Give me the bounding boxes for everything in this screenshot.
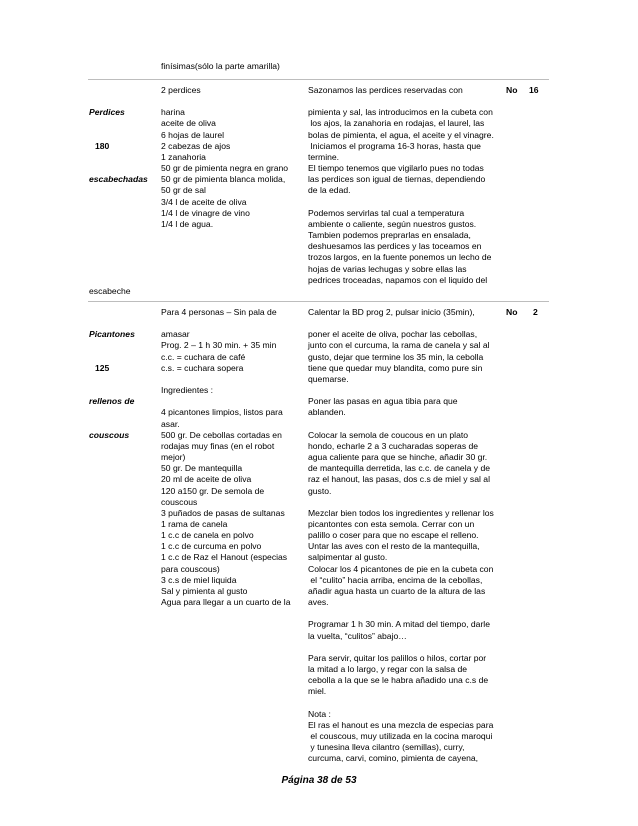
step-line (308, 318, 494, 329)
ingredient-line: Sal y pimienta al gusto (161, 585, 248, 596)
step-line: Para servir, quitar los palillos o hilos, cortar por (308, 652, 487, 663)
step-line: palillo o coser para que no escape el relleno. (308, 530, 479, 541)
ingredient-line: 1 c.c de canela en polvo (161, 530, 254, 541)
step-line (308, 608, 494, 619)
step-line: Colocar la semola de coucous en un plato (308, 429, 469, 440)
ingredient-line: asar. (161, 418, 180, 429)
step-line: hojas de varias lechugas y sobre ellas las (308, 263, 467, 274)
ingredient-line: 120 a150 gr. De semola de (161, 485, 265, 496)
step-line: deshuesamos las perdices y las toceamos en (308, 241, 482, 252)
step-line: Nota : (308, 708, 331, 719)
step-line: raz el hanout, las pasas, dos c.s de miel y sal al (308, 474, 490, 485)
recipe-subtitle: escabechadas (89, 174, 148, 185)
step-line: junto con el curcuma, la rama de canela y sal al (308, 340, 490, 351)
recipe-number: 180 (95, 140, 110, 151)
step-line: ambiente o caliente, según nuestros gustos. (308, 218, 477, 229)
step-line (308, 497, 494, 508)
ingredient-line: 6 hojas de laurel (161, 129, 225, 140)
ingredient-line: 3 puñados de pasas de sultanas (161, 507, 285, 518)
step-line: quemarse. (308, 373, 349, 384)
page-footer: Página 38 de 53 (281, 775, 357, 786)
step-line (308, 197, 494, 208)
ingredient-line: 50 gr. De mantequilla (161, 463, 243, 474)
ingredient-line: Para 4 personas – Sin pala de (161, 307, 277, 317)
step-line: picantontes con esta semola. Cerrar con un (308, 518, 475, 529)
step-line: termine. (308, 151, 340, 162)
step-line: gusto. (308, 485, 332, 496)
recipe-name: Perdices (89, 107, 125, 118)
ingredient-line: amasar (161, 329, 190, 340)
ingredient-line: Ingredientes : (161, 385, 214, 396)
ingredient-line: 1 rama de canela (161, 518, 228, 529)
recipe-flag: No (506, 307, 518, 317)
ingredient-line (161, 374, 290, 385)
recipe-title-block (89, 85, 148, 208)
ingredient-line: 1 c.c de curcuma en polvo (161, 541, 262, 552)
ingredients-list (161, 85, 288, 230)
step-line: la mitad a lo largo, y regar con la salsa de (308, 664, 468, 674)
carryover-ingredient: finísimas(sólo la parte amarilla) (161, 61, 280, 71)
recipe-subtitle-2: couscous (89, 429, 130, 440)
step-line: añadir agua hasta un cuarto de la altura de las (308, 585, 486, 596)
step-line: cebolla a la que se le habra añadido una c.s de (308, 675, 489, 686)
ingredient-line: aceite de oliva (161, 118, 216, 129)
ingredient-line: harina (161, 107, 185, 118)
ingredient-line: 20 ml de aceite de oliva (161, 474, 252, 485)
ingredient-line: 50 gr de sal (161, 185, 206, 196)
step-line: curcuma, carvi, comino, pimienta de cayena, (308, 753, 479, 764)
ingredient-line: 1/4 l de agua. (161, 218, 214, 229)
step-line: ablanden. (308, 407, 346, 418)
ingredient-line: 3/4 l de aceite de oliva (161, 196, 247, 207)
step-line: Calentar la BD prog 2, pulsar inicio (35min), (308, 307, 475, 317)
step-line: los ajos, la zanahoria en rodajas, el laurel, las (308, 118, 485, 129)
step-line (308, 419, 494, 430)
step-line: miel. (308, 686, 327, 697)
ingredient-line: Agua para llegar a un cuarto de la (161, 597, 291, 608)
row-divider (88, 79, 549, 80)
ingredient-line: 3 c.s de miel liquida (161, 574, 237, 585)
step-line: Tambien podemos preprarlas en ensalada, (308, 230, 471, 241)
step-line: Sazonamos las perdices reservadas con (308, 85, 463, 95)
ingredient-line: c.s. = cuchara sopera (161, 362, 244, 373)
step-line: de la edad. (308, 185, 351, 196)
step-line: y tunesina lleva cilantro (semillas), curry, (308, 742, 465, 753)
step-line: Podemos servirlas tal cual a temperatura (308, 207, 465, 218)
step-line (308, 96, 494, 107)
recipe-trailing-label: escabeche (89, 286, 131, 296)
step-line: las perdices son igual de tiernas, dependiendo (308, 174, 486, 185)
step-line: Programar 1 h 30 min. A mitad del tiempo, darle (308, 619, 490, 630)
ingredient-line: 2 perdices (161, 85, 201, 95)
step-line: El ras el hanout es una mezcla de especias para (308, 719, 494, 730)
step-line: de mantequilla derretida, las c.c. de canela y de (308, 463, 491, 474)
ingredient-line (161, 96, 288, 107)
preparation-steps (308, 307, 494, 764)
ingredient-line: c.c. = cuchara de café (161, 351, 246, 362)
ingredient-line: 2 cabezas de ajos (161, 140, 231, 151)
ingredient-line: 1/4 l de vinagre de vino (161, 207, 250, 218)
step-line: agua caliente para que se hinche, añadir 30 gr. (308, 452, 488, 463)
ingredient-line: para couscous) (161, 563, 220, 574)
recipe-subtitle: rellenos de (89, 396, 135, 407)
step-line: tiene que quedar muy blandita, como pure sin (308, 362, 483, 373)
step-line: Iniciamos el programa 16-3 horas, hasta que (308, 140, 481, 151)
ingredient-line: Prog. 2 – 1 h 30 min. + 35 min (161, 340, 277, 351)
step-line (308, 385, 494, 396)
step-line: hondo, echarle 2 a 3 cucharadas soperas de (308, 440, 479, 451)
step-line: Mezclar bien todos los ingredientes y rellenar los (308, 507, 494, 518)
step-line (308, 697, 494, 708)
step-line (308, 642, 494, 653)
ingredient-line: 50 gr de pimienta negra en grano (161, 163, 289, 174)
recipe-name: Picantones (89, 329, 135, 340)
step-line: bolas de pimienta, el agua, el aceite y el vinagre. (308, 129, 494, 140)
step-line: salpimentar al gusto. (308, 552, 388, 563)
step-line: pedrices troceadas, napamos con el liquido del (308, 274, 488, 285)
recipe-number: 125 (95, 362, 110, 373)
step-line: gusto, dejar que termine los 35 min, la cebolla (308, 351, 484, 362)
ingredient-line: rodajas muy finas (en el robot (161, 440, 275, 451)
ingredient-line: 1 zanahoria (161, 151, 206, 162)
preparation-steps (308, 85, 494, 286)
ingredient-line: 4 picantones limpios, listos para (161, 407, 283, 418)
step-line: aves. (308, 597, 329, 608)
ingredient-line: 1 c.c de Raz el Hanout (especias (161, 552, 288, 563)
step-line: Untar las aves con el resto de la mantequilla, (308, 541, 480, 552)
recipe-flag: No (506, 85, 518, 95)
recipe-page-ref: 2 (533, 307, 538, 317)
ingredients-list (161, 307, 290, 608)
step-line: Poner las pasas en agua tibia para que (308, 396, 458, 407)
step-line: trozos largos, en la fuente ponemos un lecho de (308, 252, 492, 263)
ingredient-line (161, 318, 290, 329)
ingredient-line: 500 gr. De cebollas cortadas en (161, 429, 282, 440)
step-line: El tiempo tenemos que vigilarlo pues no todas (308, 163, 484, 174)
ingredient-line: couscous (161, 496, 198, 507)
step-line: el couscous, muy utilizada en la cocina maroqui (308, 730, 493, 741)
recipe-title-block (89, 307, 135, 463)
step-line: el “culito” hacia arriba, encima de la cebollas, (308, 574, 483, 585)
ingredient-line: mejor) (161, 452, 186, 463)
recipe-page-ref: 16 (529, 85, 539, 95)
step-line: la vuelta, “culitos” abajo… (308, 630, 407, 641)
row-divider (88, 301, 549, 302)
step-line: Colocar los 4 picantones de pie en la cubeta con (308, 563, 494, 574)
ingredient-line (161, 396, 290, 407)
ingredient-line: 50 gr de pimienta blanca molida, (161, 174, 286, 185)
step-line: poner el aceite de oliva, pochar las cebollas, (308, 329, 478, 340)
step-line: pimienta y sal, las introducimos en la cubeta con (308, 107, 493, 118)
